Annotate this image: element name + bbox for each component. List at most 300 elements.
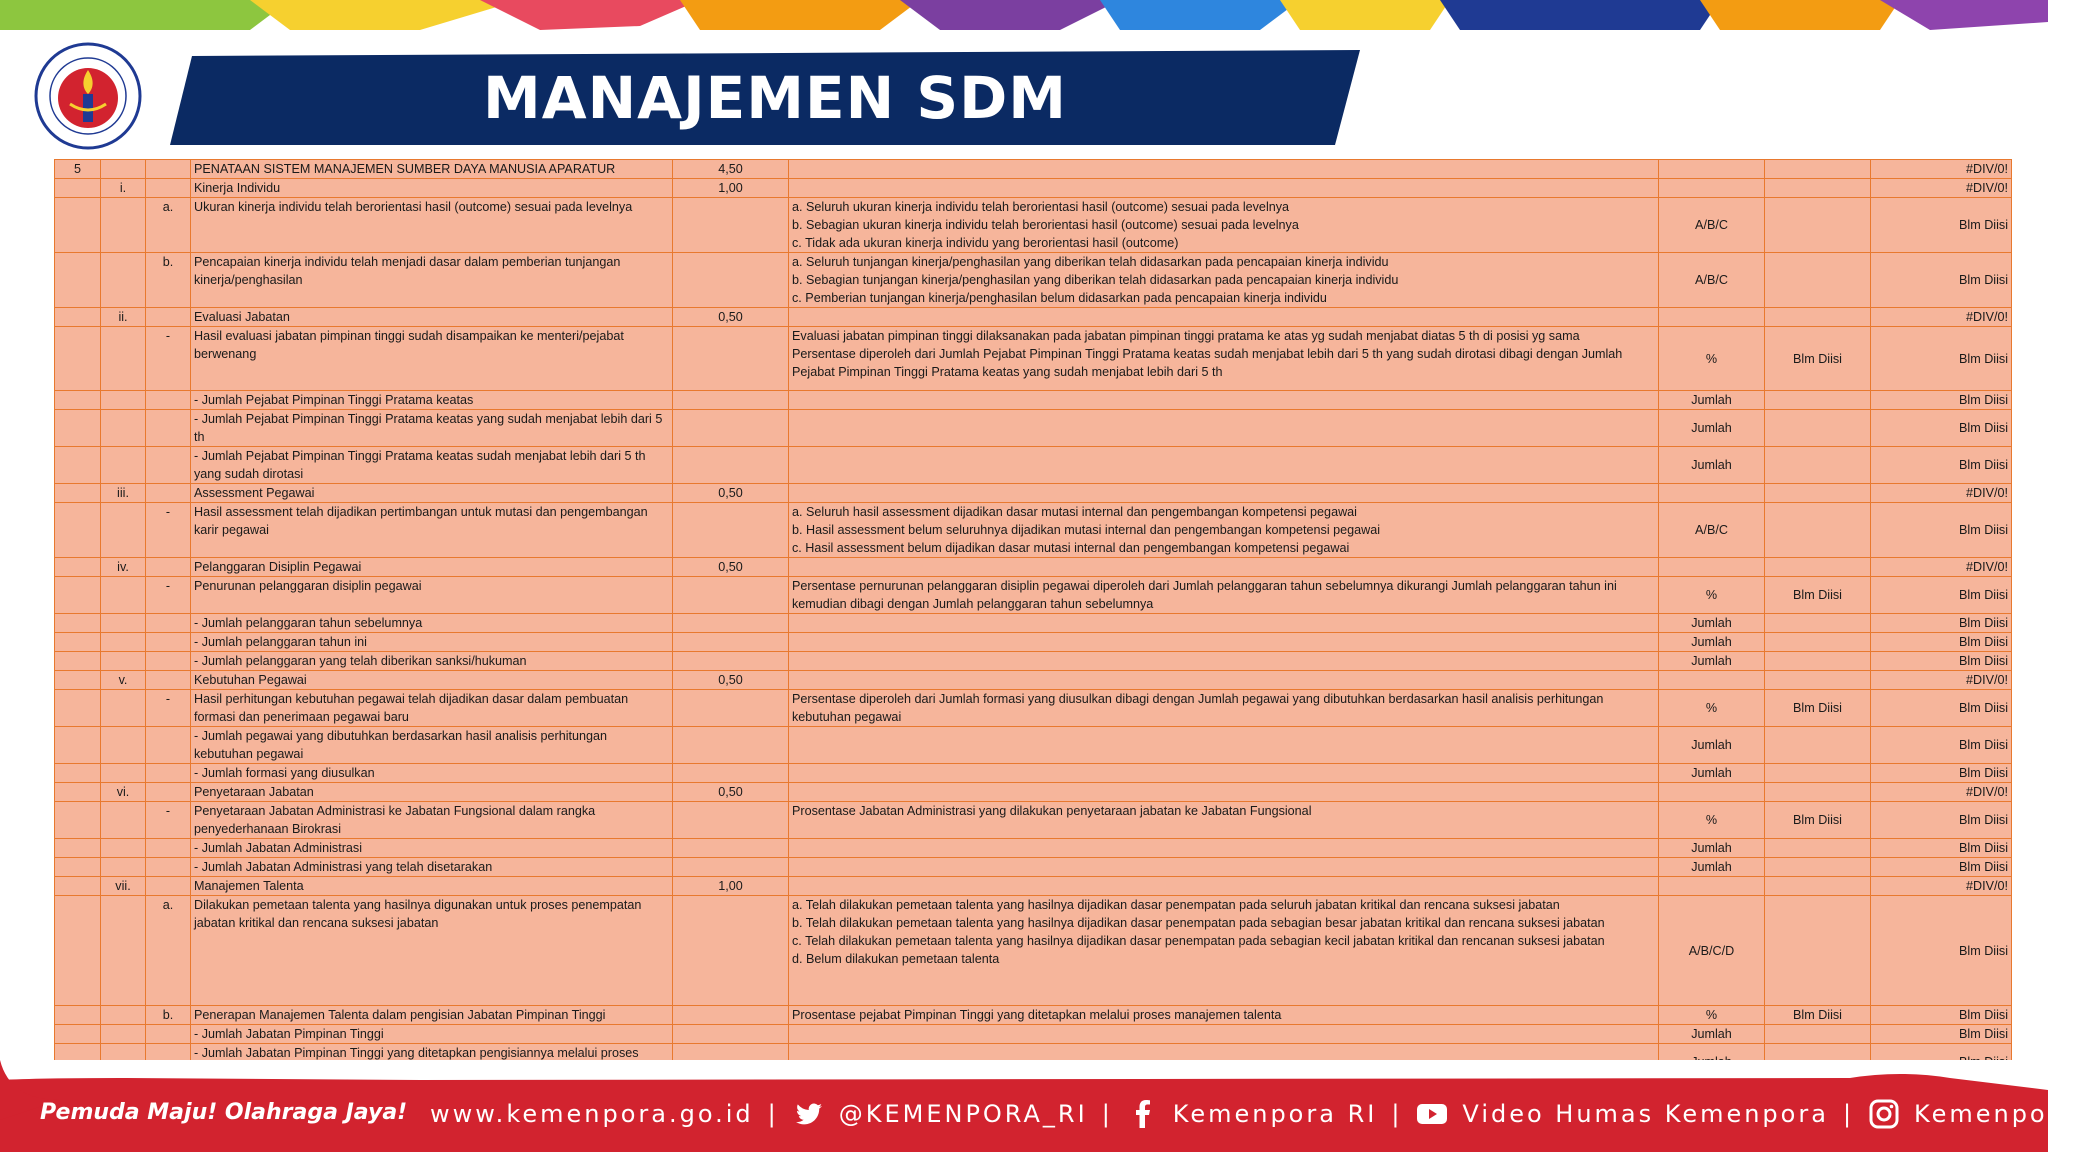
table-cell-c6 [789,764,1659,783]
table-cell-c1 [55,877,101,896]
table-row [55,160,2012,179]
table-cell-c3 [146,160,191,179]
table-cell-c9: Blm Diisi [1871,577,2012,614]
table-cell-c6 [789,447,1659,484]
table-cell-c7: A/B/C/D [1659,896,1765,1006]
table-cell-c9: #DIV/0! [1871,671,2012,690]
table-cell-c5 [673,391,789,410]
table-cell-c2 [101,327,146,391]
table-cell-c3 [146,764,191,783]
table-cell-c9: Blm Diisi [1871,503,2012,558]
table-cell-c9: Blm Diisi [1871,858,2012,877]
table-cell-c8 [1765,839,1871,858]
table-cell-c6: a. Seluruh tunjangan kinerja/penghasilan yang diberikan telah didasarkan pada pencapaian kinerja individu b. Sebagian tunjangan kinerja/penghasilan yang diberikan telah didasarkan pada pencapaian kinerja individu c. Pemberian tunjangan kinerja/penghasilan belum didasarkan pada pencapaian kinerja individu [789,253,1659,308]
table-cell-c1 [55,614,101,633]
separator: | [1842,1100,1855,1128]
table-cell-c4: - Jumlah Jabatan Administrasi [191,839,673,858]
table-row [55,558,2012,577]
table-body [55,160,2012,1081]
table-cell-c6 [789,160,1659,179]
table-cell-c5 [673,577,789,614]
table-cell-c4: - Jumlah Pejabat Pimpinan Tinggi Pratama keatas [191,391,673,410]
table-row [55,671,2012,690]
table-row [55,391,2012,410]
table-cell-c1 [55,727,101,764]
table-cell-c3: - [146,690,191,727]
instagram-name[interactable]: Kemenpora [1914,1100,2078,1128]
table-cell-c4: Ukuran kinerja individu telah berorientasi hasil (outcome) sesuai pada levelnya [191,198,673,253]
table-cell-c7: % [1659,577,1765,614]
table-cell-c1 [55,764,101,783]
table-cell-c3 [146,447,191,484]
separator: | [1101,1100,1113,1128]
table-cell-c5 [673,410,789,447]
table-cell-c5 [673,198,789,253]
table-cell-c9: Blm Diisi [1871,253,2012,308]
table-cell-c7: Jumlah [1659,858,1765,877]
table-cell-c3 [146,1025,191,1044]
table-cell-c4: Penyetaraan Jabatan Administrasi ke Jabatan Fungsional dalam rangka penyederhanaan Birokrasi [191,802,673,839]
table-cell-c8 [1765,858,1871,877]
table-row [55,896,2012,1006]
table-cell-c4: Hasil perhitungan kebutuhan pegawai telah dijadikan dasar dalam pembuatan formasi dan penerimaan pegawai baru [191,690,673,727]
table-cell-c2 [101,1006,146,1025]
footer-links [430,1098,2078,1130]
table-cell-c6: Persentase diperoleh dari Jumlah formasi yang diusulkan dibagi dengan Jumlah pegawai yang dibutuhkan berdasarkan hasil analisis perhitungan kebutuhan pegawai [789,690,1659,727]
table-cell-c9: Blm Diisi [1871,1006,2012,1025]
table-cell-c3: - [146,802,191,839]
table-cell-c8 [1765,614,1871,633]
table-cell-c6 [789,671,1659,690]
table-cell-c6: Evaluasi jabatan pimpinan tinggi dilaksanakan pada jabatan pimpinan tinggi pratama ke atas yg sudah menjabat diatas 5 th di posisi yg sama Persentase diperoleh dari Jumlah Pejabat Pimpinan Tinggi Pratama keatas sudah menjabat lebih dari 5 th yang sudah dirotasi dibagi dengan Jumlah Pejabat Pimpinan Tinggi Pratama keatas yang sudah menjabat lebih dari 5 th [789,327,1659,391]
table-cell-c4: - Jumlah pelanggaran yang telah diberikan sanksi/hukuman [191,652,673,671]
table-cell-c3 [146,652,191,671]
table-cell-c5 [673,896,789,1006]
table-cell-c7: A/B/C [1659,253,1765,308]
table-cell-c6: a. Seluruh hasil assessment dijadikan dasar mutasi internal dan pengembangan kompetensi pegawai b. Hasil assessment belum seluruhnya dijadikan mutasi internal dan pengembangan kompetensi pegawai c. Hasil assessment belum dijadikan dasar mutasi internal dan pengembangan kompetensi pegawai [789,503,1659,558]
table-cell-c9: Blm Diisi [1871,410,2012,447]
table-cell-c3: - [146,327,191,391]
table-cell-c3 [146,671,191,690]
table-cell-c3: b. [146,1006,191,1025]
facebook-name[interactable]: Kemenpora RI [1172,1100,1378,1128]
twitter-handle[interactable]: @KEMENPORA_RI [838,1100,1088,1128]
table-cell-c8: Blm Diisi [1765,577,1871,614]
table-cell-c9: #DIV/0! [1871,783,2012,802]
table-cell-c8 [1765,160,1871,179]
table-cell-c4: Kinerja Individu [191,179,673,198]
table-cell-c1 [55,858,101,877]
table-cell-c9: Blm Diisi [1871,896,2012,1006]
table-cell-c1 [55,308,101,327]
table-cell-c3 [146,308,191,327]
table-cell-c4: Hasil assessment telah dijadikan pertimbangan untuk mutasi dan pengembangan karir pegawai [191,503,673,558]
table-cell-c6 [789,858,1659,877]
table-cell-c8 [1765,633,1871,652]
table-cell-c2 [101,727,146,764]
table-cell-c5 [673,839,789,858]
facebook-icon [1127,1098,1159,1130]
table-cell-c8 [1765,308,1871,327]
table-cell-c2 [101,1025,146,1044]
top-decorative-band [0,0,2048,30]
table-cell-c7: Jumlah [1659,652,1765,671]
table-cell-c8 [1765,447,1871,484]
table-cell-c7: % [1659,1006,1765,1025]
table-row [55,839,2012,858]
table-cell-c4: Kebutuhan Pegawai [191,671,673,690]
table-cell-c1 [55,633,101,652]
table-cell-c5 [673,1006,789,1025]
table-cell-c9: Blm Diisi [1871,802,2012,839]
table-row [55,198,2012,253]
table-cell-c2 [101,410,146,447]
table-cell-c4: - Jumlah Jabatan Pimpinan Tinggi yang ditetapkan pengisiannya melalui proses [191,1044,673,1081]
table-cell-c9: Blm Diisi [1871,391,2012,410]
table-cell-c6: Prosentase Jabatan Administrasi yang dilakukan penyetaraan jabatan ke Jabatan Fungsional [789,802,1659,839]
table-cell-c5 [673,652,789,671]
table-cell-c4: Pencapaian kinerja individu telah menjadi dasar dalam pemberian tunjangan kinerja/penghasilan [191,253,673,308]
table-cell-c1 [55,783,101,802]
table-cell-c1 [55,1025,101,1044]
table-cell-c3 [146,839,191,858]
table-row [55,179,2012,198]
table-cell-c2: i. [101,179,146,198]
table-cell-c4: Evaluasi Jabatan [191,308,673,327]
table-cell-c6 [789,614,1659,633]
table-cell-c8 [1765,410,1871,447]
twitter-icon [793,1098,825,1130]
table-cell-c3 [146,410,191,447]
table-cell-c8: Blm Diisi [1765,1006,1871,1025]
table-cell-c5: 1,00 [673,877,789,896]
table-cell-c9: Blm Diisi [1871,727,2012,764]
table-cell-c2 [101,577,146,614]
table-cell-c3 [146,484,191,503]
table-cell-c8 [1765,179,1871,198]
table-cell-c9: #DIV/0! [1871,179,2012,198]
table-cell-c9: #DIV/0! [1871,558,2012,577]
table-cell-c4: Pelanggaran Disiplin Pegawai [191,558,673,577]
table-row [55,308,2012,327]
table-cell-c1: 5 [55,160,101,179]
table-cell-c4: Dilakukan pemetaan talenta yang hasilnya digunakan untuk proses penempatan jabatan kritikal dan rencana suksesi jabatan [191,896,673,1006]
table-cell-c1 [55,391,101,410]
table-cell-c2 [101,447,146,484]
table-row [55,484,2012,503]
table-cell-c7: Jumlah [1659,614,1765,633]
table-cell-c7: Jumlah [1659,391,1765,410]
table-cell-c3: b. [146,253,191,308]
table-cell-c7: Jumlah [1659,727,1765,764]
page-title: MANAJEMEN SDM [483,63,1067,132]
table-cell-c5 [673,690,789,727]
table-cell-c3: - [146,577,191,614]
table-cell-c7: Jumlah [1659,1025,1765,1044]
table-cell-c2 [101,652,146,671]
table-cell-c6 [789,652,1659,671]
table-cell-c5: 4,50 [673,160,789,179]
table-cell-c4: PENATAAN SISTEM MANAJEMEN SUMBER DAYA MANUSIA APARATUR [191,160,673,179]
table-cell-c6 [789,558,1659,577]
table-cell-c2 [101,802,146,839]
table-cell-c5 [673,858,789,877]
youtube-icon [1416,1098,1448,1130]
table-cell-c8 [1765,783,1871,802]
table-row [55,633,2012,652]
table-cell-c5 [673,614,789,633]
table-cell-c1 [55,558,101,577]
table-cell-c6 [789,308,1659,327]
table-cell-c8 [1765,558,1871,577]
table-cell-c4: Penerapan Manajemen Talenta dalam pengisian Jabatan Pimpinan Tinggi [191,1006,673,1025]
table-cell-c8: Blm Diisi [1765,802,1871,839]
table-cell-c6 [789,410,1659,447]
table-cell-c3 [146,783,191,802]
table-row [55,764,2012,783]
table-cell-c5: 1,00 [673,179,789,198]
table-cell-c4: - Jumlah pelanggaran tahun sebelumnya [191,614,673,633]
table-cell-c1 [55,671,101,690]
table-cell-c7 [1659,308,1765,327]
table-cell-c1 [55,447,101,484]
table-cell-c2 [101,614,146,633]
table-cell-c7: Jumlah [1659,633,1765,652]
table-cell-c6: a. Seluruh ukuran kinerja individu telah berorientasi hasil (outcome) sesuai pada levelnya b. Sebagian ukuran kinerja individu telah berorientasi hasil (outcome) sesuai pada levelnya c. Tidak ada ukuran kinerja individu yang berorientasi hasil (outcome) [789,198,1659,253]
table-cell-c3 [146,727,191,764]
table-cell-c1 [55,652,101,671]
assessment-table [54,159,2011,1060]
table-cell-c4: - Jumlah formasi yang diusulkan [191,764,673,783]
table-cell-c6: a. Telah dilakukan pemetaan talenta yang hasilnya dijadikan dasar penempatan pada seluruh jabatan kritikal dan rencana suksesi jabatan b. Telah dilakukan pemetaan talenta yang hasilnya dijadikan dasar penempatan pada sebagian besar jabatan kritikal dan rencana suksesi jabatan c. Telah dilakukan pemetaan talenta yang hasilnya dijadikan dasar penempatan pada sebagian kecil jabatan kritikal dan rencanan suksesi jabatan d. Belum dilakukan pemetaan talenta [789,896,1659,1006]
table-cell-c7: Jumlah [1659,764,1765,783]
table-cell-c8 [1765,1025,1871,1044]
separator: | [1391,1100,1403,1128]
table-row [55,1006,2012,1025]
table-cell-c2 [101,160,146,179]
table-cell-c7 [1659,160,1765,179]
table-cell-c1 [55,484,101,503]
table-cell-c5 [673,1025,789,1044]
table-row [55,783,2012,802]
table-cell-c8 [1765,727,1871,764]
table-cell-c5: 0,50 [673,558,789,577]
table-cell-c9: Blm Diisi [1871,633,2012,652]
footer-tagline: Pemuda Maju! Olahraga Jaya! [40,1100,408,1125]
table-cell-c6 [789,877,1659,896]
table-cell-c8 [1765,671,1871,690]
table-cell-c2 [101,896,146,1006]
table-cell-c8 [1765,484,1871,503]
table-cell-c3 [146,858,191,877]
table-row [55,327,2012,391]
table-cell-c1 [55,410,101,447]
table-cell-c8 [1765,253,1871,308]
table-cell-c4: - Jumlah Pejabat Pimpinan Tinggi Pratama keatas yang sudah menjabat lebih dari 5 th [191,410,673,447]
table-cell-c6 [789,839,1659,858]
table-cell-c2: v. [101,671,146,690]
table-cell-c2 [101,391,146,410]
table-cell-c7 [1659,558,1765,577]
table-cell-c1 [55,839,101,858]
table-cell-c2: iv. [101,558,146,577]
table-cell-c3 [146,614,191,633]
table-cell-c2 [101,858,146,877]
table-cell-c7: Jumlah [1659,410,1765,447]
table-cell-c4: - Jumlah Pejabat Pimpinan Tinggi Pratama keatas sudah menjabat lebih dari 5 th yang sudah dirotasi [191,447,673,484]
table-cell-c2 [101,764,146,783]
table-cell-c9: Blm Diisi [1871,1025,2012,1044]
table-cell-c7: Jumlah [1659,839,1765,858]
table-row [55,503,2012,558]
table-row [55,253,2012,308]
table-cell-c5 [673,727,789,764]
table-cell-c5: 0,50 [673,783,789,802]
table-cell-c8 [1765,652,1871,671]
table-cell-c9: Blm Diisi [1871,447,2012,484]
instagram-icon [1868,1098,1900,1130]
table-cell-c3 [146,558,191,577]
table-cell-c7: A/B/C [1659,503,1765,558]
website-link[interactable]: www.kemenpora.go.id [430,1100,754,1128]
separator: | [767,1100,779,1128]
kemenpora-logo [34,42,142,150]
table-cell-c3: - [146,503,191,558]
table-cell-c7: A/B/C [1659,198,1765,253]
table-cell-c9: Blm Diisi [1871,690,2012,727]
table-cell-c4: Assessment Pegawai [191,484,673,503]
table-cell-c6 [789,727,1659,764]
table-cell-c4: Manajemen Talenta [191,877,673,896]
table-cell-c6: Persentase pernurunan pelanggaran disiplin pegawai diperoleh dari Jumlah pelanggaran tahun sebelumnya dikurangi Jumlah pelanggaran tahun ini kemudian dibagi dengan Jumlah pelanggaran tahun sebelumnya [789,577,1659,614]
table-cell-c8: Blm Diisi [1765,327,1871,391]
table-cell-c6 [789,633,1659,652]
table-cell-c3: a. [146,198,191,253]
table-row [55,690,2012,727]
table-row [55,858,2012,877]
table-cell-c2: ii. [101,308,146,327]
table-cell-c4: Hasil evaluasi jabatan pimpinan tinggi sudah disampaikan ke menteri/pejabat berwenang [191,327,673,391]
table-cell-c2 [101,503,146,558]
table-cell-c4: - Jumlah Jabatan Pimpinan Tinggi [191,1025,673,1044]
table-cell-c3: a. [146,896,191,1006]
table-cell-c1 [55,802,101,839]
table-cell-c1 [55,179,101,198]
youtube-channel[interactable]: Video Humas Kemenpora [1462,1100,1829,1128]
table-cell-c1 [55,1006,101,1025]
table-cell-c5 [673,503,789,558]
table-cell-c7 [1659,783,1765,802]
table-cell-c4: - Jumlah pegawai yang dibutuhkan berdasarkan hasil analisis perhitungan kebutuhan pegawai [191,727,673,764]
table-row [55,877,2012,896]
table-cell-c8 [1765,896,1871,1006]
table-cell-c5 [673,764,789,783]
table-row [55,652,2012,671]
table-cell-c6 [789,484,1659,503]
table-cell-c9: Blm Diisi [1871,764,2012,783]
table-cell-c7: % [1659,690,1765,727]
table-cell-c8 [1765,764,1871,783]
table-cell-c7 [1659,877,1765,896]
table-cell-c7 [1659,179,1765,198]
table-cell-c6 [789,1025,1659,1044]
table-cell-c2 [101,690,146,727]
table-cell-c3 [146,633,191,652]
table-cell-c9: #DIV/0! [1871,160,2012,179]
table-row [55,802,2012,839]
table-cell-c8 [1765,198,1871,253]
table-cell-c5 [673,327,789,391]
table-row [55,727,2012,764]
table-cell-c3 [146,391,191,410]
table-cell-c9: Blm Diisi [1871,652,2012,671]
table-cell-c5: 0,50 [673,484,789,503]
table-cell-c9: Blm Diisi [1871,198,2012,253]
table-cell-c9: #DIV/0! [1871,877,2012,896]
table-cell-c5: 0,50 [673,308,789,327]
table-cell-c6: Prosentase pejabat Pimpinan Tinggi yang ditetapkan melalui proses manajemen talenta [789,1006,1659,1025]
table-row [55,577,2012,614]
table-cell-c8 [1765,877,1871,896]
table-cell-c6 [789,783,1659,802]
table-cell-c6 [789,391,1659,410]
table-cell-c4: - Jumlah pelanggaran tahun ini [191,633,673,652]
table-row [55,1025,2012,1044]
table-cell-c2: iii. [101,484,146,503]
table-cell-c9: Blm Diisi [1871,327,2012,391]
table-cell-c5 [673,802,789,839]
table-cell-c9: Blm Diisi [1871,614,2012,633]
table-cell-c8 [1765,503,1871,558]
table-cell-c1 [55,198,101,253]
table-cell-c4: Penurunan pelanggaran disiplin pegawai [191,577,673,614]
table-cell-c2: vi. [101,783,146,802]
table-cell-c1 [55,253,101,308]
table-cell-c2 [101,253,146,308]
table-cell-c7 [1659,671,1765,690]
table-row [55,410,2012,447]
table-cell-c5 [673,253,789,308]
table-cell-c2: vii. [101,877,146,896]
table-cell-c4: Penyetaraan Jabatan [191,783,673,802]
table-cell-c3 [146,877,191,896]
table-cell-c5 [673,633,789,652]
table-cell-c1 [55,327,101,391]
table-cell-c9: #DIV/0! [1871,308,2012,327]
table-cell-c2 [101,839,146,858]
table-cell-c9: Blm Diisi [1871,839,2012,858]
table-cell-c2 [101,198,146,253]
table-cell-c8: Blm Diisi [1765,690,1871,727]
table-cell-c1 [55,690,101,727]
table-cell-c7: Jumlah [1659,447,1765,484]
table-cell-c2 [101,633,146,652]
table-cell-c7 [1659,484,1765,503]
table-cell-c4: - Jumlah Jabatan Administrasi yang telah disetarakan [191,858,673,877]
table-row [55,614,2012,633]
table-cell-c9: #DIV/0! [1871,484,2012,503]
table-row [55,447,2012,484]
table-cell-c8 [1765,391,1871,410]
table-cell-c1 [55,503,101,558]
table-cell-c5: 0,50 [673,671,789,690]
table-cell-c5 [673,447,789,484]
table-cell-c7: % [1659,327,1765,391]
table-cell-c1 [55,577,101,614]
table-cell-c1 [55,896,101,1006]
table-cell-c7: % [1659,802,1765,839]
table-cell-c6 [789,179,1659,198]
